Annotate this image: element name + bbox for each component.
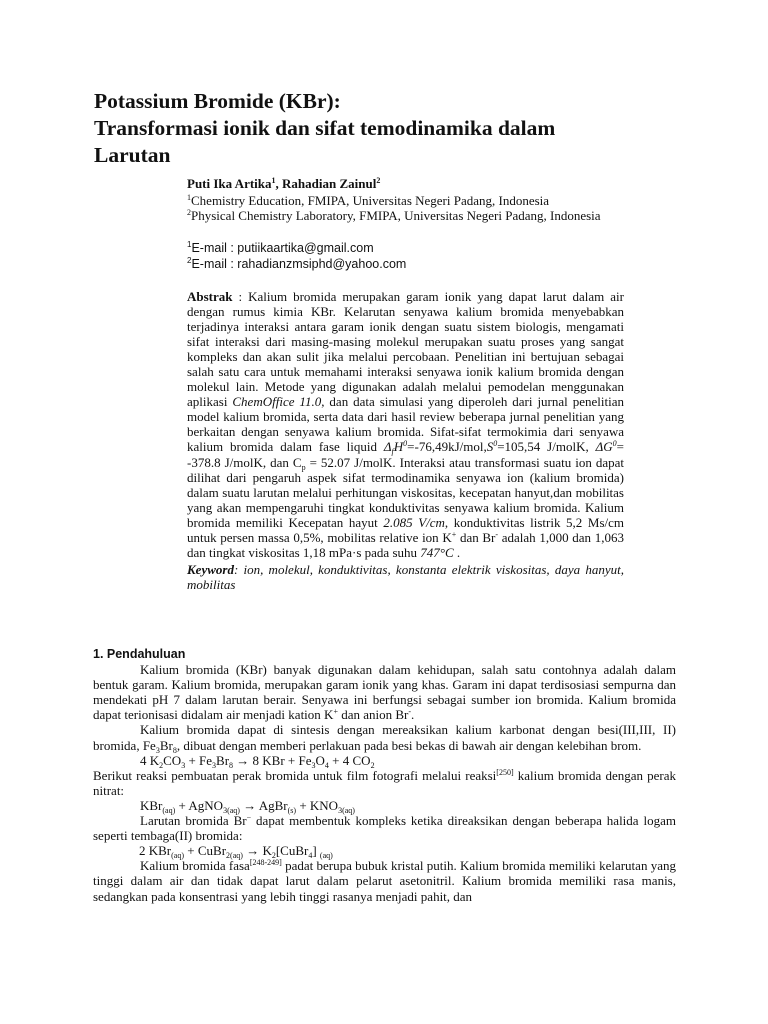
cp-sub: p [301,462,306,472]
paragraph [93,662,676,722]
g-symbol: ΔG [595,439,613,455]
paragraph [93,813,676,843]
paper-title [94,88,694,169]
eq-text: KBr [140,797,163,813]
aff-2-text: Physical Chemistry Laboratory, FMIPA, Universitas Negeri Padang, Indonesia [191,208,601,223]
email-1-text: E-mail : putiikaartika@gmail.com [191,241,374,255]
sub: 3 [212,760,217,770]
author-1: Puti Ika Artika [187,176,272,191]
keyword-label: Keyword [187,561,234,577]
sub: 4 [324,760,329,770]
author-names: Puti Ika Artika$^1$, Rahadian Zainul$^2$ [187,176,381,191]
text: . [411,707,415,723]
author-2: Rahadian Zainul [282,176,377,191]
sub: 3 [155,745,160,755]
abstract [187,289,624,592]
eq-text: + Fe [185,752,213,768]
sub: 3(aq) [338,805,355,815]
title-line-3: Larutan [94,143,171,167]
eq-text: 4 K [140,752,160,768]
abstract-part: dan Br [456,529,496,545]
keyword-list: : ion, molekul, konduktivitas, konstanta elektrik viskositas, daya hanyut, mobilitas [187,561,624,592]
sub: (s) [287,805,297,815]
eq-text: CO [163,752,182,768]
sub: 4 [308,851,313,861]
temperature-value: 747°C [420,544,454,560]
citation: [248-249] [249,858,282,868]
title-line-1: Potassium Bromide (KBr): [94,89,341,113]
sub: 2(aq) [226,851,243,861]
eq-text: → AgBr [239,797,288,813]
text: Berikut reaksi pembuatan perak bromida untuk film fotografi melalui reaksi [93,767,497,783]
aff-1-text: Chemistry Education, FMIPA, Universitas Negeri Padang, Indonesia [191,192,550,208]
enthalpy-value: =-76,49kJ/mol, [407,439,487,455]
eq-text: + CuBr [184,843,227,859]
sub: 8 [172,745,177,755]
s-symbol: S [486,439,494,455]
sub: 8 [229,760,234,770]
sup: - [408,707,412,717]
sub: 3(aq) [223,805,240,815]
abstract-part: , konduktivitas listrik 5,2 Ms/cm untuk persen massa 0,5%, mobilitas relative ion K [187,514,624,545]
h-sup: 0 [403,439,408,449]
sub: 3 [311,760,316,770]
abstract-part: : Kalium bromida merupakan garam ionik yang dapat larut dalam air dengan rumus kimia KBr. Kelarutan senyawa kalium bromida menyebabkan terjadinya interaksi antara garam ionik dengan suatu sistem biologis, mengamati sifat interaksi dari masing-masing molekul merupakan suatu proses yang sangat kompleks dan akan sulit jika melalui percobaan. Penelitian ini bertujuan sebagai salah satu cara untuk memahami interaksi senyawa ionik kalium bromida dengan molekul lain. Metode yang digunakan adalah melalui pemodelan menggunakan aplikasi [187,289,624,410]
eq-text: → 8 KBr + Fe [233,752,312,768]
entropy-value: =105,54 J/molK, [497,439,596,455]
abstract-text [187,289,624,560]
email-block [187,240,687,272]
email-1-sup: 1 [187,240,192,249]
paragraph [93,722,676,755]
paragraph [93,858,676,903]
eq-text: 2 KBr [139,843,172,859]
equation-1 [93,753,676,768]
author-2-sup: 2 [376,176,381,185]
sub: (aq) [171,851,185,861]
text: padat berupa bubuk kristal putih. Kalium bromida memiliki kelarutan yang tinggi dalam air dan tidak dapat larut dalam pelarut asetonitril. Kalium bromida memiliki rasa manis, sedangkan pada konsentrasi yang lebih tinggi rasanya menjadi pahit, dan [93,858,676,904]
gibbs-symbol [596,439,617,454]
sub: 3 [181,760,186,770]
g-sup: 0 [612,439,617,449]
sup: − [246,813,252,823]
title-line-2: Transformasi ionik dan sifat temodinamika dalam [94,116,556,140]
text: dan anion Br [337,707,409,723]
eq-text: O [315,752,325,768]
sub: (aq) [162,805,176,815]
affiliation-2 [187,208,687,224]
eq-text: + AgNO [175,797,224,813]
eq-text: + KNO [296,797,339,813]
email-2-text: E-mail : rahadianzmsiphd@yahoo.com [191,257,407,271]
gibbs-value: = -378.8 J/molK, dan C [187,439,624,470]
abstract-part: , dan data simulasi yang diperoleh dari jurnal penelitian model kalium bromida, serta data dari hasil review beberapa jurnal penelitian yang berkaitan dengan senyawa kalium bromida. Sifat-sifat termokimia dari senyawa kalium bromida dalam fase liquid [187,394,624,455]
k-plus-sup: + [451,529,457,539]
eq-text: + 4 CO [328,752,371,768]
text: kalium bromida dengan perak nitrat: [93,767,676,798]
sub: 2 [159,760,164,770]
eq-text: ] [312,843,320,859]
email-1 [187,240,687,256]
author-block [187,176,687,224]
affiliation-1 [187,193,687,209]
eq-text: Br [216,752,230,768]
sub: 2 [370,760,375,770]
sub: (aq) [319,851,333,861]
author-1-sup: 1 [271,176,276,185]
br-minus-sup: - [495,529,499,539]
aff-1-sup: 1 [187,192,191,202]
enthalpy-symbol [383,439,408,457]
text: dapat membentuk kompleks ketika direaksikan dengan beberapa halida logam seperti tembaga(II) bromida: [93,813,676,844]
delta-symbol: Δ [383,439,392,455]
eq-text: → K [242,843,272,859]
s-sup: 0 [493,439,498,449]
h-symbol: H [393,439,404,455]
entropy-symbol [487,439,498,454]
text: Br [159,737,173,753]
email-2 [187,256,687,272]
text: Kalium bromida (KBr) banyak digunakan dalam kehidupan, salah satu contohnya adalah dalam bentuk garam. Kalium bromida, merupakan garam ionik yang khas. Garam ini dapat terdisosiasi sempurna dan mendekati pH 7 dalam larutan berair. Senyawa ini berfungsi sebagai sumber ion bromida. Kalium bromida dapat terionisasi didalam air menjadi kation K [93,662,676,723]
aff-2-sup: 2 [187,208,191,217]
abstract-part: adalah 1,000 dan 1,063 dan tingkat viskositas 1,18 mPa·s pada suhu [187,529,624,560]
velocity-value: 2.085 V/cm [383,514,445,530]
text: Kalium bromida fasa [140,858,250,874]
section-heading: 1. Pendahuluan [93,647,186,661]
text: Kalium bromida dapat di sintesis dengan mereaksikan kalium karbonat dengan besi(III,III, II) bromida, Fe [93,722,676,753]
paragraph [93,768,676,798]
equation-3 [93,843,676,861]
text: Larutan bromida Br [140,813,247,829]
abstract-label: Abstrak [187,289,233,304]
section-introduction [93,647,676,904]
equation-2 [93,798,676,813]
eq-text: [CuBr [275,843,309,859]
email-2-sup: 2 [187,256,192,265]
software-name: ChemOffice 11.0 [232,394,322,410]
delta-sub: f [391,447,394,457]
abstract-part: = 52.07 J/molK. Interaksi atau transformasi suatu ion dapat dilihat dari pengaruh aspek sifat termodinamika senyawa ion (kalium bromida) dalam suatu larutan melalui perhitungan viskositas, kecepatan hanyut,dan mobilitas yang akan mempengaruhi tingkat konduktivitas senyawa kalium bromida. Kalium bromida memiliki Kecepatan hayut [187,454,624,530]
sup: + [333,707,338,717]
sub: 2 [271,851,276,861]
text: , dibuat dengan memberi perlakuan pada besi bekas di bawah air dengan kelebihan brom. [176,737,642,753]
abstract-part: . [453,544,461,560]
keywords [187,562,624,592]
citation: [250] [496,767,514,777]
